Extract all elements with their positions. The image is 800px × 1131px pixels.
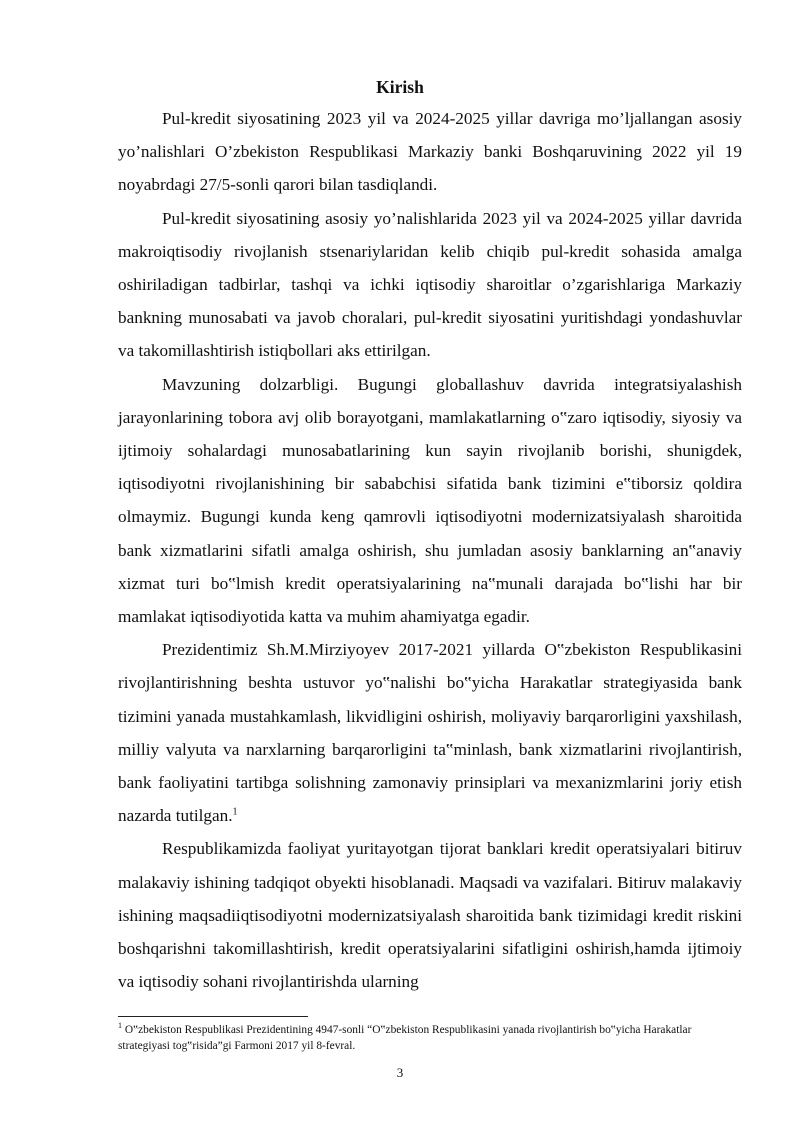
section-title: Kirish [376,77,424,97]
footnote-reference: 1 [232,806,238,818]
paragraph-relevance: Mavzuning dolzarbligi. Bugungi globallashuv davrida integratsiyalashish jarayonlarining tobora avj olib borayotgani, mamlakatlarning o‟zaro iqtisodiy, siyosiy va ijtimoiy sohalardagi munosabatlarining kun sayin rivojlanib borishi, shunigdek, iqtisodiyotni rivojlanishining bir sababchisi sifatida bank tizimini e‟tiborsiz qoldira olmaymiz. Bugungi kunda keng qamrovli iqtisodiyotni modernizatsiyalash sharoitida bank xizmatlarini sifatli amalga oshirish, shu jumladan asosiy banklarning an‟anaviy xizmat turi bo‟lmish kredit operatsiyalarining na‟munali darajada bo‟lishi har bir mamlakat iqtisodiyotida katta va muhim ahamiyatga egadir. [118,374,742,627]
page-number: 3 [396,1065,404,1080]
body-text [118,102,742,998]
paragraph-president-strategy-text: Prezidentimiz Sh.M.Mirziyoyev 2017-2021 yillarda O‟zbekiston Respublikasini rivojlantirishning beshta ustuvor yo‟nalishi bo‟yicha Harakatlar strategiyasida bank tizimini yanada mustahkamlash, likvidligini oshirish, moliyaviy barqarorligini yaxshilash, milliy valyuta va narxlarning barqarorligini ta‟minlash, bank xizmatlarini rivojlantirish, bank faoliyatini tartibga solishning zamonaviy prinsiplari va mexanizmlarini joriy etish nazarda tutilgan. [118,640,742,826]
paragraph-research-object: Respublikamizda faoliyat yuritayotgan tijorat banklari kredit operatsiyalari bitiruv malakaviy ishining tadqiqot obyekti hisoblanadi. Maqsadi va vazifalari. Bitiruv malakaviy ishining maqsadiiqtisodiyotni modernizatsiyalash sharoitida bank tizimidagi kredit riskini boshqarishni takomillashtirish, kredit operatsiyalarini sifatligini oshirish,hamda ijtimoiy va iqtisodiy sohani rivojlantirishda ularning [118,839,742,992]
paragraph-policy-directions: Pul-kredit siyosatining asosiy yo’nalishlarida 2023 yil va 2024-2025 yillar davrida makroiqtisodiy rivojlanish stsenariylaridan kelib chiqib pul-kredit sohasida amalga oshiriladigan tadbirlar, tashqi va ichki iqtisodiy sharoitlar o’zgarishlariga Markaziy bankning munosabati va javob choralari, pul-kredit siyosatini yuritishdagi yondashuvlar va takomillashtirish istiqbollari aks ettirilgan. [118,208,742,361]
footnote-divider [118,1016,308,1017]
footnote-mark: 1 [118,1021,122,1031]
paragraph-president-strategy [118,633,742,832]
footnote [118,1022,742,1054]
paragraph-intro: Pul-kredit siyosatining 2023 yil va 2024-2025 yillar davriga mo’ljallangan asosiy yo’nalishlari O’zbekiston Respublikasi Markaziy banki Boshqaruvining 2022 yil 19 noyabrdagi 27/5-sonli qarori bilan tasdiqlandi. [118,109,742,195]
footnote-text: O‟zbekiston Respublikasi Prezidentining 4947-sonli “O‟zbekiston Respublikasini yanada rivojlantirish bo‟yicha Harakatlar strategiyasi tog‟risida”gi Farmoni 2017 yil 8-fevral. [118,1024,692,1052]
